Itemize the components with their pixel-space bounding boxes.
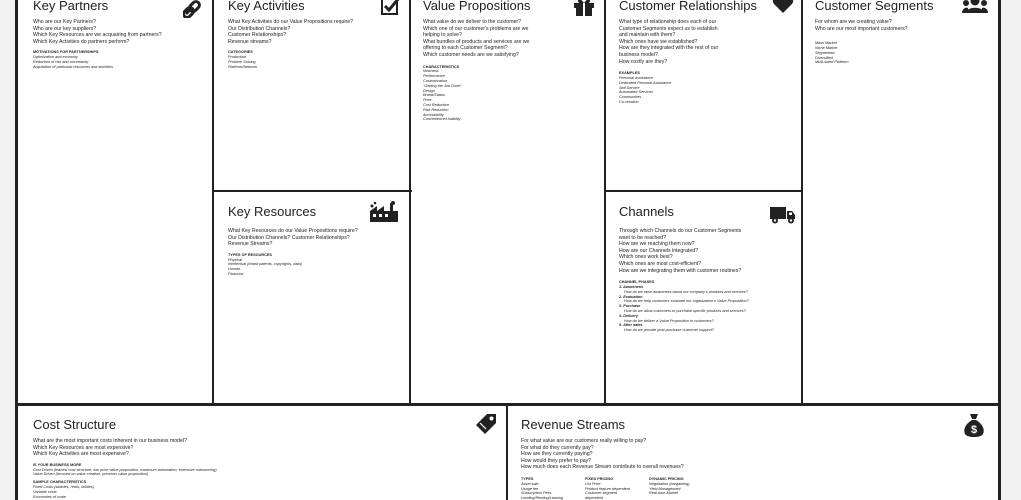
- svg-text:$: $: [970, 424, 978, 436]
- customer-relationships-items: [619, 76, 799, 105]
- link-chain-icon: [183, 0, 205, 18]
- revenue-streams-question: For what value are our customers really willing to pay?: [521, 438, 647, 444]
- value-propositions-subheading: CHARACTERISTICS: [423, 64, 460, 69]
- channels-question: Which ones are most cost-efficient?: [619, 260, 702, 267]
- gift-icon: [573, 0, 595, 17]
- channel-phase-name: 1. Awareness: [619, 284, 644, 289]
- channel-phase-desc: How do we allow customers to purchase specific products and services?: [624, 308, 746, 313]
- customer-relationships-questions: [619, 19, 799, 65]
- list-item: Self-Service: [619, 85, 640, 90]
- list-item: Cost Driven (leanest cost structure, low price value proposition, maximum automation, extensive outsourcing): [33, 467, 217, 472]
- value-propositions-questions: [423, 19, 601, 59]
- left-margin: [0, 0, 18, 500]
- list-item: Value Driven (focused on value creation, premium value proposition): [33, 472, 149, 477]
- cost-structure-subheading: IS YOUR BUSINESS MORE: [33, 462, 82, 467]
- channel-phase-desc: How do we help customers evaluate our organization's Value Proposition?: [624, 299, 749, 304]
- key-partners-question: Who are our key suppliers?: [33, 25, 97, 32]
- list-item: Niche Market: [815, 45, 838, 50]
- revenue-streams-questions: [521, 438, 995, 471]
- list-item: "Getting the Job Done": [423, 83, 462, 88]
- list-item: Segmented: [815, 50, 835, 55]
- list-item: Negotiation (bargaining): [649, 481, 690, 486]
- list-item: Usage fee: [521, 486, 539, 491]
- channels-question: How are our Channels integrated?: [619, 247, 699, 254]
- customer-segments-items: [815, 41, 995, 65]
- factory-icon: [369, 201, 399, 223]
- delivery-truck-icon: [770, 206, 796, 224]
- divider-relationships-channels: [604, 190, 803, 192]
- list-item: Product feature dependent: [585, 486, 630, 491]
- revenue-column-heading: TYPES: [521, 476, 534, 481]
- cost-structure-questions: [33, 438, 503, 458]
- customer-relationships-block: [619, 0, 799, 188]
- value-propositions-question: helping to solve?: [423, 32, 462, 39]
- customer-relationships-question: Which ones have we established?: [619, 38, 698, 45]
- list-item: Real-time-Market: [649, 491, 679, 496]
- revenue-column-heading: DYNAMIC PRICING: [649, 476, 684, 481]
- list-item: Production: [228, 55, 247, 60]
- list-item: Multi-sided Platform: [815, 60, 849, 65]
- money-bag-icon: [963, 412, 985, 438]
- channels-block: [619, 204, 799, 399]
- customer-relationships-question: How are they integrated with the rest of our: [619, 45, 719, 52]
- list-item: Brand/Status: [423, 93, 445, 98]
- cost-structure-title: Cost Structure: [33, 417, 117, 432]
- list-item: Variable costs: [33, 489, 57, 494]
- cost-structure-question: Which Key Resources are most expensive?: [33, 444, 134, 451]
- channel-phases: [619, 285, 799, 333]
- revenue-streams-title: Revenue Streams: [521, 417, 626, 432]
- key-activities-questions: [228, 19, 406, 45]
- revenue-column-heading: FIXED PRICING: [585, 476, 614, 481]
- divider-activities-value: [409, 0, 411, 404]
- channel-phase-name: 2. Evaluation: [619, 294, 643, 299]
- customer-relationships-question: Customer Segments expect us to establish: [619, 25, 718, 32]
- customer-relationships-question: What type of relationship does each of our: [619, 19, 717, 25]
- customer-relationships-question: How costly are they?: [619, 58, 668, 65]
- value-propositions-question: What bundles of products and services are we: [423, 38, 530, 45]
- list-item: Performance: [423, 74, 445, 79]
- channels-question: Through which Channels do our Customer Segments: [619, 228, 742, 234]
- channels-question: How are we integrating them with customer routines?: [619, 267, 742, 274]
- revenue-streams-question: For what do they currently pay?: [521, 444, 594, 451]
- list-item: Communities: [619, 95, 642, 100]
- key-partners-questions: [33, 19, 209, 45]
- heart-icon: [772, 0, 794, 14]
- key-resources-title: Key Resources: [228, 204, 317, 219]
- revenue-streams-question: How much does each Revenue Stream contribute to overall revenues?: [521, 464, 684, 471]
- key-partners-subheading: MOTIVATIONS FOR PARTNERSHIPS: [33, 50, 99, 55]
- key-activities-question: Our Distribution Channels?: [228, 25, 291, 32]
- list-item: Reduction of risk and uncertainty: [33, 59, 89, 64]
- list-item: Fixed Costs (salaries, rents, utilities): [33, 484, 94, 489]
- key-partners-question: Which Key Activities do partners perform?: [33, 38, 130, 45]
- value-propositions-items: [423, 69, 601, 122]
- key-activities-question: What Key Activities do our Value Propositions require?: [228, 19, 354, 25]
- revenue-streams-question: How would they prefer to pay?: [521, 457, 592, 464]
- cost-structure-items-2: [33, 485, 503, 499]
- channel-phase-desc: How do we provide post-purchase customer support?: [624, 328, 714, 333]
- channel-phase-name: 3. Purchase: [619, 304, 641, 309]
- key-partners-question: Which Key Resources are we acquairing from partners?: [33, 32, 162, 39]
- channels-subheading: CHANNEL PHASES: [619, 280, 655, 285]
- customer-relationships-question: business model?: [619, 51, 658, 58]
- channel-phase-desc: How do we raise awareness about our company's products and services?: [624, 289, 748, 294]
- divider-relationships-segments: [801, 0, 803, 404]
- list-item: List Price: [585, 481, 601, 486]
- list-item: Diversified: [815, 55, 833, 60]
- revenue-column-fixed-pricing: [585, 477, 649, 500]
- list-item: Risk Reduction: [423, 107, 449, 112]
- key-partners-question: Who are our Key Partners?: [33, 19, 96, 25]
- list-item: Financial: [228, 271, 244, 276]
- cost-structure-question: Which Key Activities are most expensive?: [33, 451, 129, 458]
- user-group-icon: [962, 0, 988, 14]
- divider-activities-resources: [212, 190, 412, 192]
- list-item: Dedicated Personal Assistance: [619, 80, 672, 85]
- divider-partners-activities: [212, 0, 214, 404]
- list-item: Co-creation: [619, 99, 639, 104]
- revenue-column-dynamic-pricing: [649, 477, 729, 500]
- list-item: Automated Services: [619, 90, 653, 95]
- checkbox-checked-icon: [381, 0, 401, 16]
- customer-segments-questions: [815, 19, 995, 32]
- list-item: Mass Market: [815, 41, 837, 46]
- key-resources-subheading: TYPES OF RESOURCES: [228, 252, 272, 257]
- list-item: dependent: [585, 496, 603, 500]
- key-resources-question: What Key Resources do our Value Propositions require?: [228, 228, 358, 234]
- key-activities-items: [228, 55, 406, 69]
- list-item: Intellectual (brand patents, copyrights, data): [228, 262, 302, 267]
- revenue-streams-columns: [521, 477, 995, 500]
- list-item: Economies of scale: [33, 494, 66, 499]
- key-activities-subheading: CATEGORIES: [228, 50, 253, 55]
- revenue-streams-question: How are they currently paying?: [521, 451, 593, 458]
- value-propositions-question: Which one of our customer's problems are we: [423, 25, 529, 32]
- revenue-column-items: [521, 482, 585, 500]
- list-item: Lending/Renting/Leasing: [521, 496, 564, 500]
- list-item: Personal assistance: [619, 75, 653, 80]
- customer-relationships-question: and maintain with them?: [619, 32, 676, 39]
- key-resources-items: [228, 258, 406, 277]
- key-partners-block: [33, 0, 209, 398]
- key-resources-block: [228, 204, 406, 399]
- value-propositions-question: What value do we deliver to the customer?: [423, 19, 522, 25]
- key-partners-title: Key Partners: [33, 0, 109, 13]
- value-propositions-title: Value Propositions: [423, 0, 531, 13]
- value-propositions-question: Which customer needs are we satisfying?: [423, 51, 519, 58]
- list-item: Yield Management: [649, 486, 681, 491]
- list-item: Problem Solving: [228, 59, 256, 64]
- list-item: Customization: [423, 78, 448, 83]
- value-propositions-block: [423, 0, 601, 398]
- channels-title: Channels: [619, 204, 674, 219]
- list-item: Price: [423, 98, 432, 103]
- channel-phase-desc: How do we deliver a Value Proposition to customers?: [624, 318, 714, 323]
- cost-structure-question: What are the most important costs inherent in our business model?: [33, 438, 187, 444]
- divider-value-relationships: [604, 0, 606, 404]
- revenue-column-items: [585, 482, 649, 500]
- list-item: Asset sale: [521, 481, 539, 486]
- list-item: Cost Reduction: [423, 102, 449, 107]
- customer-segments-block: [815, 0, 995, 398]
- divider-cost-revenue: [506, 403, 508, 500]
- revenue-column-items: [649, 482, 729, 496]
- key-activities-block: [228, 0, 406, 188]
- revenue-streams-block: [521, 417, 995, 500]
- key-activities-title: Key Activities: [228, 0, 305, 13]
- list-item: Customer segment: [585, 491, 618, 496]
- key-resources-question: Revenue Streams?: [228, 241, 273, 248]
- list-item: Convenience/Usability: [423, 117, 461, 122]
- list-item: Physical: [228, 257, 243, 262]
- cost-structure-block: [33, 417, 503, 500]
- key-partners-items: [33, 55, 209, 69]
- customer-segments-title: Customer Segments: [815, 0, 934, 13]
- key-resources-questions: [228, 228, 406, 248]
- cost-structure-items: [33, 468, 503, 478]
- list-item: Newness: [423, 69, 439, 74]
- key-activities-question: Revenue streams?: [228, 38, 272, 45]
- key-activities-question: Customer Relationships?: [228, 32, 286, 39]
- channels-question: want to be reached?: [619, 234, 667, 241]
- channels-question: How are we reaching them now?: [619, 241, 695, 248]
- customer-relationships-subheading: EXAMPLES: [619, 71, 640, 76]
- list-item: Human: [228, 267, 241, 272]
- cost-structure-subheading-2: SAMPLE CHARACTERISTICS: [33, 480, 87, 485]
- customer-relationships-title: Customer Relationships: [619, 0, 758, 13]
- channels-question: Which ones work best?: [619, 254, 673, 261]
- channels-questions: [619, 228, 799, 274]
- customer-segments-question: Who are our most important customers?: [815, 25, 908, 32]
- key-resources-question: Our Distribution Channels? Customer Relationships?: [228, 234, 350, 241]
- list-item: Design: [423, 88, 435, 93]
- revenue-column-types: [521, 477, 585, 500]
- customer-segments-question: For whom are we creating value?: [815, 19, 892, 25]
- price-tag-icon: [474, 412, 498, 436]
- list-item: Subscription Fees: [521, 491, 552, 496]
- list-item: Platform/Network: [228, 64, 258, 69]
- list-item: Accessibility: [423, 112, 444, 117]
- list-item: Optimization and economy: [33, 55, 78, 60]
- value-propositions-question: offering to each Customer Segment?: [423, 45, 508, 52]
- channel-phase-name: 4. Delivery: [619, 313, 638, 318]
- list-item: Acquisition of particular resources and activities: [33, 64, 113, 69]
- channel-phase-name: 5. After sales: [619, 323, 643, 328]
- right-margin: [998, 0, 1021, 500]
